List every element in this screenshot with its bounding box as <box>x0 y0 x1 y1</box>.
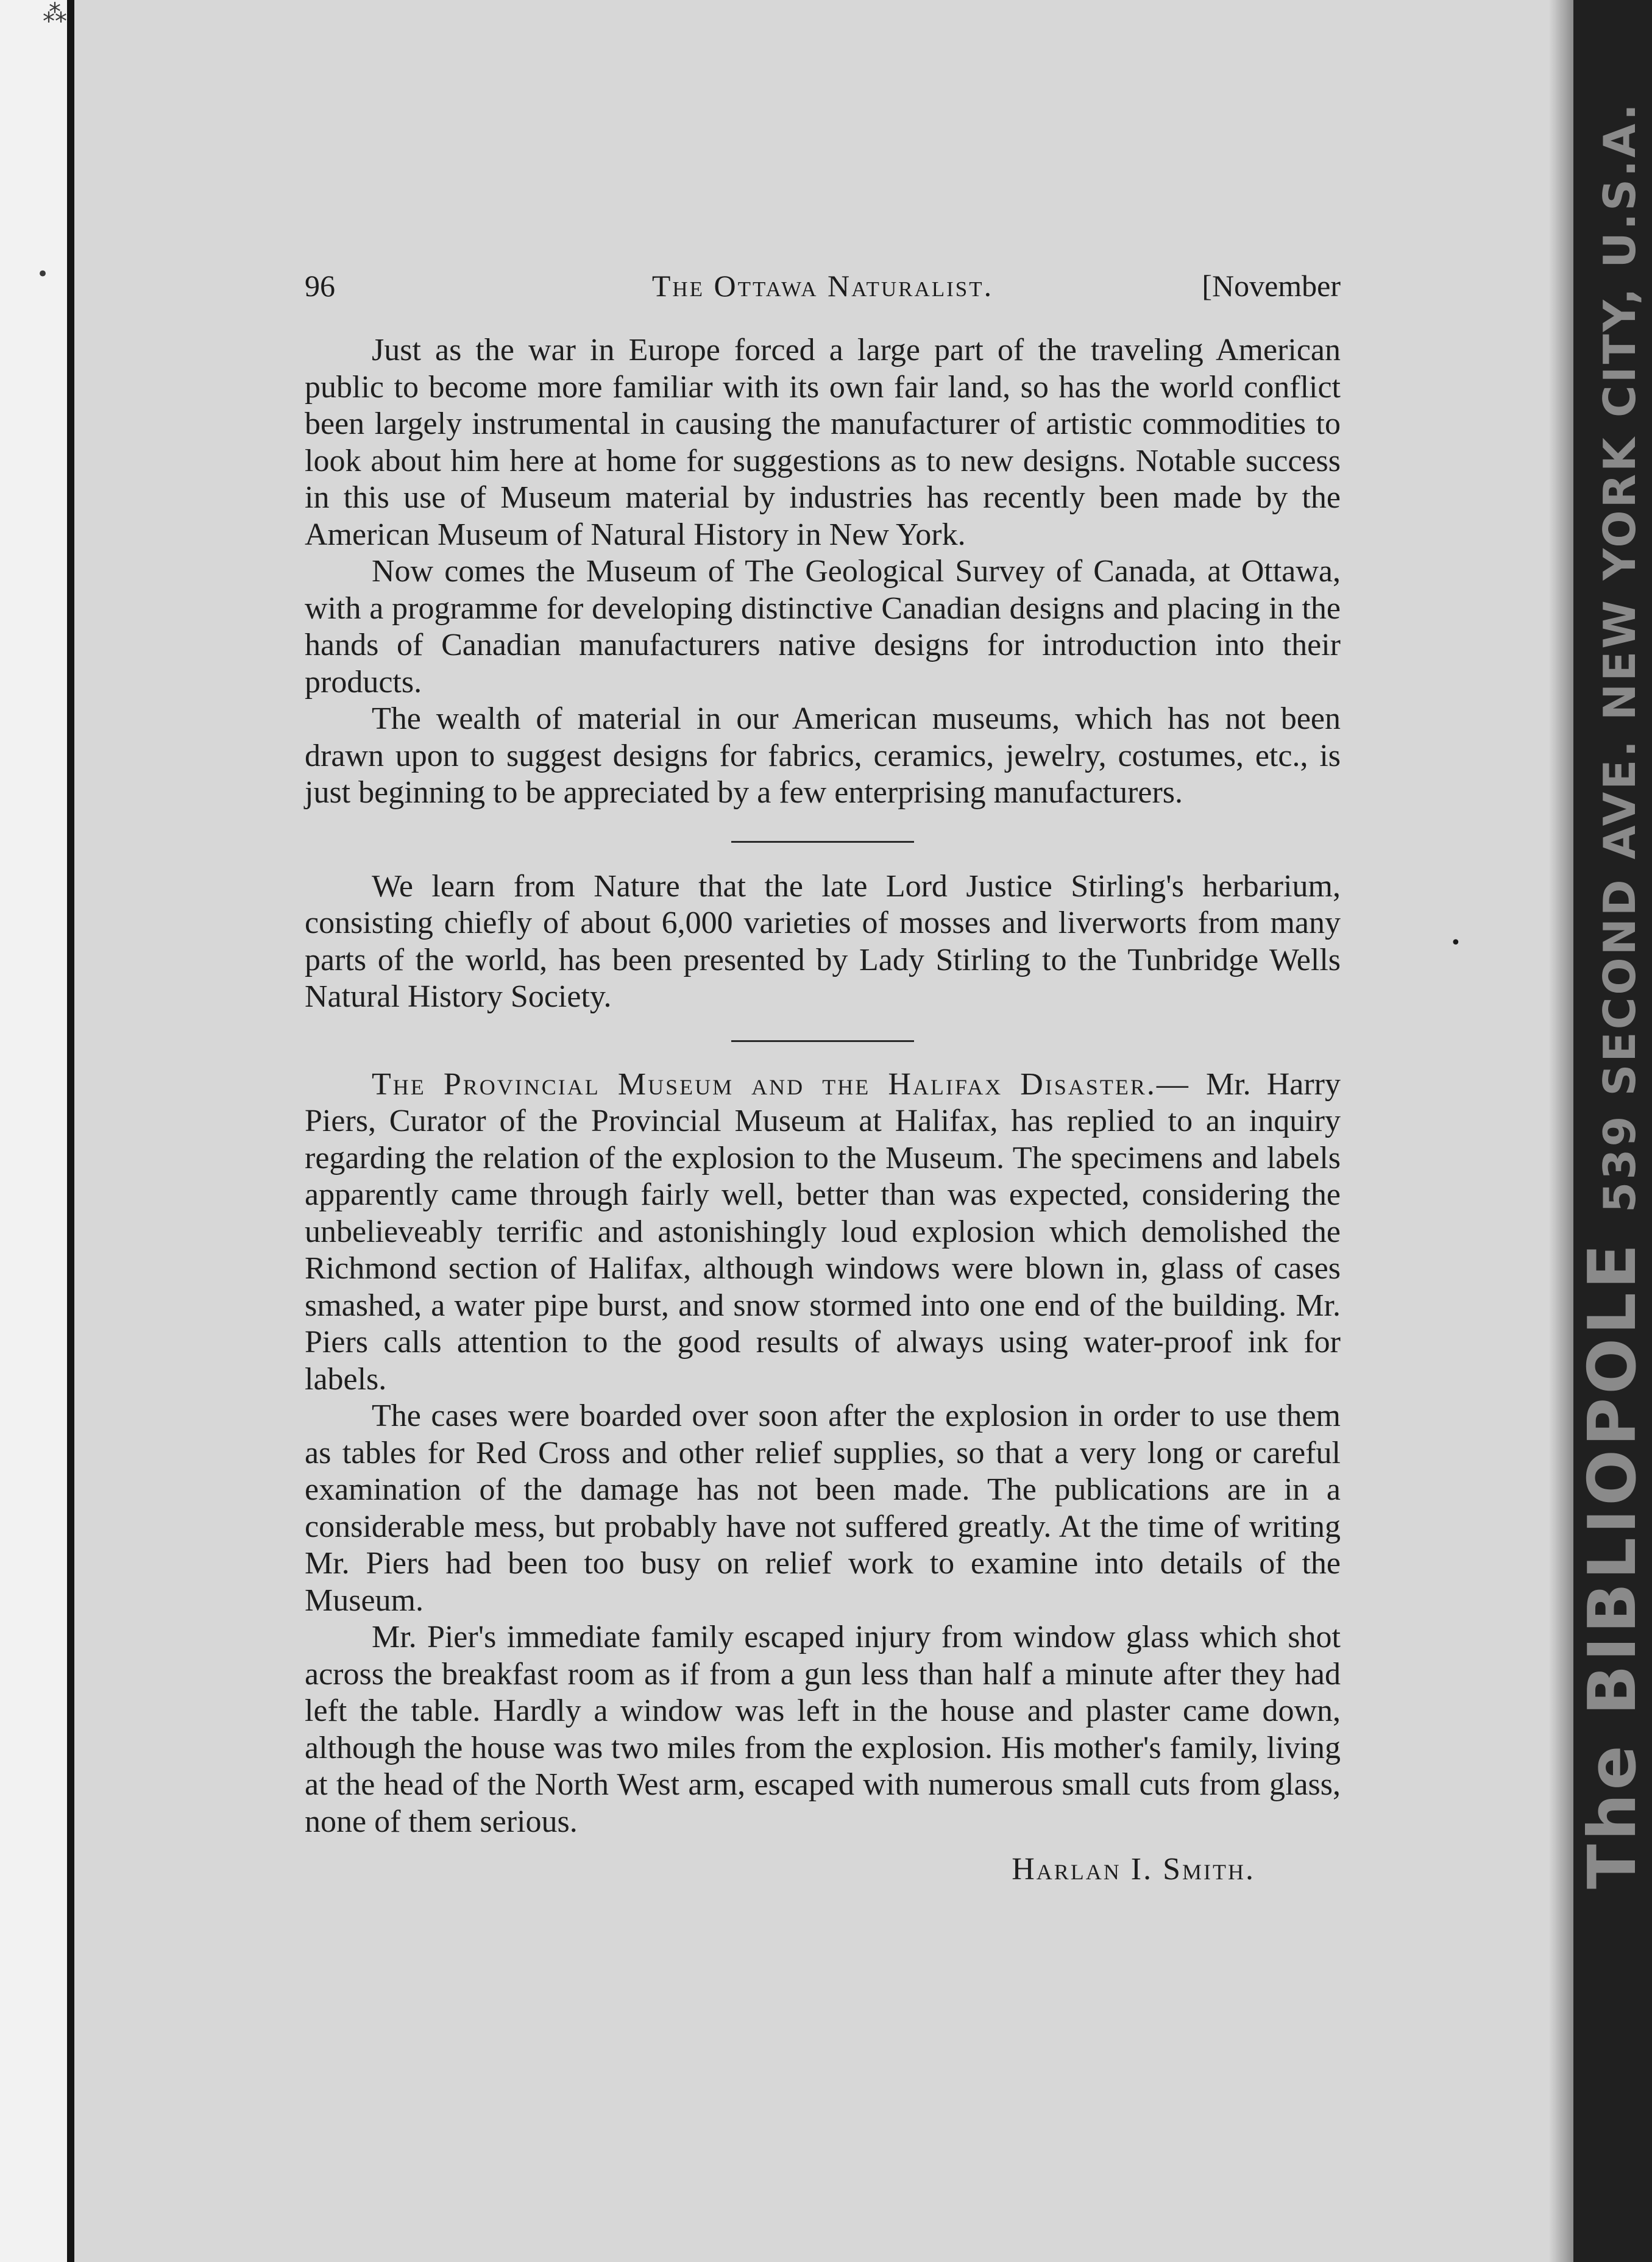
header-month: [November <box>1202 269 1341 303</box>
spine-address: 539 SECOND AVE. NEW YORK CITY, U.S.A. <box>1594 101 1645 1213</box>
paragraph: Mr. Pier's immediate family escaped injury from window glass which shot across the breakfast room as if from a gun less than half a minute after they had left the table. Hardly a window was left in the house and plaster came down, although the house was two miles from the explosion. His mother's family, living at the head of the North West arm, escaped with numerous small cuts from glass, none of them serious. <box>305 1620 1341 1839</box>
page-number: 96 <box>305 269 335 303</box>
running-title: The Ottawa Naturalist. <box>651 269 994 303</box>
page-header <box>305 268 1341 311</box>
scan-speck-mark: • <box>1450 932 1461 954</box>
scan-left-margin <box>0 0 67 2262</box>
article-design-museums <box>305 332 1341 812</box>
scan-speck-mark: • <box>37 262 49 286</box>
paragraph: Just as the war in Europe forced a large part of the traveling American public to become more familiar with its own fair land, so has the world conflict been largely instrumental in causing the manufacturer of artistic commodities to look about him here at home for suggestions as to new designs. Notable success in this use of Museum material by industries has recently been made by the American Museum of Natural History in New York. <box>305 333 1341 552</box>
page-body <box>305 332 1341 1888</box>
page-left-edge <box>67 0 74 2262</box>
article-stirling-herbarium <box>305 868 1341 1016</box>
spine-title: The BIBLIOPOLE <box>1575 1240 1651 1889</box>
paragraph: Now comes the Museum of The Geological Survey of Canada, at Ottawa, with a programme for developing distinctive Canadian designs and placing in the hands of Canadian manufacturers native designs for introduction into their products. <box>305 554 1341 700</box>
author-signature: Harlan I. Smith. <box>1012 1852 1255 1887</box>
scan-speck-mark: ⁂ <box>43 0 67 28</box>
section-divider <box>731 841 914 843</box>
paragraph <box>305 1066 1341 1399</box>
article-heading: The Provincial Museum and the Halifax Disaster.— <box>372 1066 1190 1102</box>
page-fold-shadow <box>1549 0 1573 2262</box>
paragraph: The cases were boarded over soon after the explosion in order to use them as tables for Red Cross and other relief supplies, so that a very long or careful examination of the damage has not been made. The publications are in a considerable mess, but probably have not suffered greatly. At the time of writing Mr. Piers had been too busy on relief work to examine into details of the Museum. <box>305 1399 1341 1618</box>
paragraph-text: Mr. Harry Piers, Curator of the Provincial Museum at Halifax, has replied to an inquiry regarding the relation of the explosion to the Museum. The specimens and labels apparently came through fairly well, better than was expected, considering the unbelieveably terrific and astonishingly loud explosion which demolished the Richmond section of Halifax, although windows were blown in, glass of cases smashed, a water pipe burst, and snow stormed into one end of the building. Mr. Piers calls attention to the good results of always using water-proof ink for labels. <box>305 1066 1341 1397</box>
paragraph: We learn from Nature that the late Lord Justice Stirling's herbarium, consisting chiefly of about 6,000 varieties of mosses and liverworts from many parts of the world, has been presented by Lady Stirling to the Tunbridge Wells Natural History Society. <box>305 868 1341 1014</box>
section-divider <box>731 1040 914 1042</box>
paragraph: The wealth of material in our American museums, which has not been drawn upon to suggest designs for fabrics, ceramics, jewelry, costumes, etc., is just beginning to be appreciated by a few enterprising manufacturers. <box>305 701 1341 810</box>
article-halifax-disaster <box>305 1066 1341 1888</box>
spine-label <box>1573 61 1652 1889</box>
